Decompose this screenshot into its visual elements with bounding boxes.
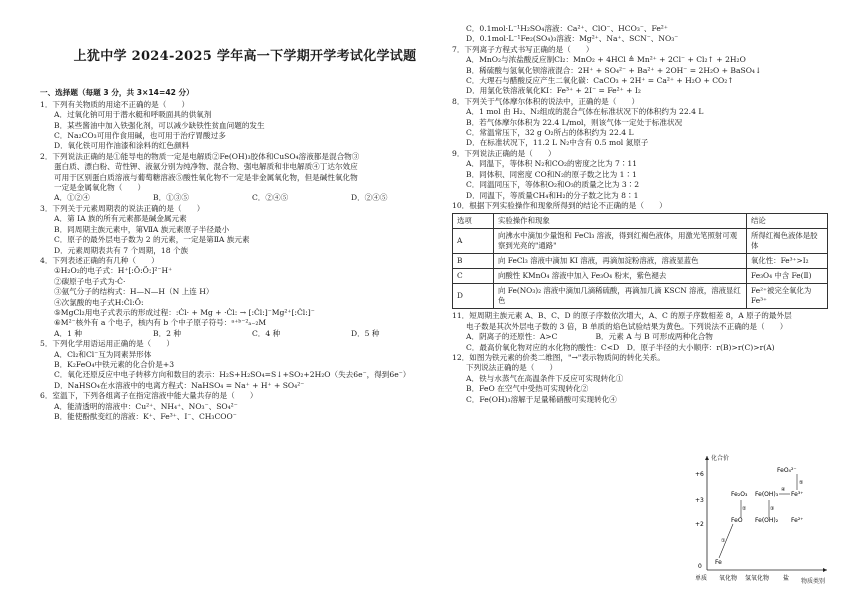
left-questions [40, 100, 450, 423]
option-choice: B．①③⑤ [153, 193, 189, 203]
question-line: B．同周期主族元素中，第ⅦA 族元素原子半径最小 [54, 224, 230, 234]
table-header-conclusion: 结论 [747, 214, 828, 229]
arrow-label-3: ③ [770, 506, 775, 512]
question-line: C．常温常压下，32 g O₂所占的体积约为 22.4 L [466, 128, 634, 138]
question-line: 一定是金属氧化物（ ） [54, 183, 146, 193]
question-line: 可用于区别蛋白质溶液与葡萄糖溶液⑤酸性氧化物不一定是非金属氧化物，但是碱性氧化物 [54, 172, 358, 182]
chart-ylabel: 化合价 [711, 455, 730, 462]
chart-xlabel: 物质类别 [801, 578, 826, 585]
table-cell-option: D [453, 284, 494, 309]
question-line: C．原子的最外层电子数为 2 的元素，一定是第ⅡA 族元素 [54, 235, 250, 245]
question-line: B．某些酱油中加入铁强化剂，可以减少缺铁性贫血问题的发生 [54, 120, 265, 130]
node-feoh2: Fe(OH)₂ [755, 517, 779, 524]
question-stem: 6．室温下，下列各组离子在指定溶液中能大量共存的是（ ） [40, 391, 258, 401]
ytick-2: +2 [695, 521, 704, 528]
xtick-hydroxide: 氢氧化物 [745, 575, 770, 582]
question-line: A．阴离子的还原性：A>C B．元素 A 与 B 可形成两种化合物 [466, 332, 713, 342]
question-stem: 9．下列说法正确的是（ ） [452, 148, 556, 158]
question-line: B．K₂FeO₄中铁元素的化合价是+3 [54, 359, 175, 369]
question-line: D．元素周期表共有 7 个周期，18 个族 [54, 245, 189, 255]
question-line: D．0.1mol·L⁻¹Fe₂(SO₄)₃溶液：Mg²⁺、Na⁺、SCN⁻、NO₃⁻ [466, 34, 679, 44]
question-line: D．在标准状况下，11.2 L N₂中含有 0.5 mol 氮原子 [466, 138, 649, 148]
question-line: 蛋白质、漂白粉、苛性钾、液氨分别为纯净物、混合物、强电解质和非电解质④丁达尔效应 [54, 162, 358, 172]
question-line: ③氨气分子的结构式：H—N—H（N 上连 H） [54, 287, 214, 297]
node-fe3: Fe³⁺ [791, 491, 804, 498]
table-cell-operation: 向酸性 KMnO₄ 溶液中加入 Fe₃O₄ 粉末，紫色褪去 [494, 269, 747, 284]
table-cell-option: B [453, 254, 494, 269]
option-choice: D．5 种 [351, 328, 380, 338]
question-line: A．MnO₂与浓盐酸反应制Cl₂：MnO₂ + 4HCl ≜ Mn²⁺ + 2Cl⁻ + Cl₂↑ + 2H₂O [466, 55, 746, 65]
question-line: A．铁与水蒸气在高温条件下反应可实现转化① [466, 373, 624, 383]
question-line: A．1 mol 由 H₂、N₂组成的混合气体在标准状况下的体积约为 22.4 L [466, 107, 704, 117]
option-choice: C．②④⑤ [252, 193, 289, 203]
table-row [453, 254, 828, 269]
question-line: C．大理石与醋酸反应产生二氧化碳：CaCO₃ + 2H⁺ = Ca²⁺ + H₂O + CO₂↑ [466, 76, 734, 86]
question-stem: 2．下列说法正确的是①能导电的物质一定是电解质②Fe(OH)₃胶体和CuSO₄溶液都是混合物③ [40, 151, 360, 161]
table-cell-operation: 向 Fe(NO₃)₂ 溶液中滴加几滴稀硫酸，再滴加几滴 KSCN 溶液，溶液显红色 [494, 284, 747, 309]
arrow-label-2: ② [742, 506, 747, 512]
question-stem: 4．下列表述正确的有几种（ ） [40, 255, 159, 265]
question-line: C．0.1mol·L⁻¹H₂SO₄溶液：Ca²⁺、ClO⁻、HCO₃⁻、Fe²⁺ [466, 24, 668, 33]
question-stem: 5．下列化学用语运用正确的是（ ） [40, 339, 174, 349]
question-line: ④次氯酸的电子式H:Ċl:Ö: [54, 297, 144, 307]
table-cell-conclusion: Fe₃O₄ 中含 Fe(Ⅱ) [747, 269, 828, 284]
table-cell-conclusion: 所得红褐色液体是胶体 [747, 229, 828, 254]
page-title: 上犹中学 2024-2025 学年高一下学期开学考试化学试题 [73, 49, 417, 64]
question-line: B．若气体摩尔体积为 22.4 L/mol，则该气体一定处于标准状况 [466, 117, 683, 127]
question-line: A．Cl₂和Cl⁻互为同素异形体 [54, 349, 152, 359]
question-line: D．用氯化铁溶液氧化KI：Fe³⁺ + 2I⁻ = Fe²⁺ + I₂ [466, 86, 641, 96]
question-line: A．同温下，等体积 N₂和CO₂的密度之比为 7∶11 [466, 159, 638, 169]
question-stem: 1．下列有关物质的用途不正确的是（ ） [40, 99, 190, 109]
question-line: 电子数是其次外层电子数的 3 倍，B 单质的焰色试验结果为黄色。下列说法不正确的是（ ） [466, 321, 788, 331]
question-line: B．FeO 在空气中受热可实现转化② [466, 384, 589, 394]
option-choice: B．2 种 [153, 328, 182, 338]
question-line: ⑤MgCl₂用电子式表示的形成过程：:Ċl· + Mg + ·Ċl: → [:Ċl:]⁻Mg²⁺[:Ċl:]⁻ [54, 307, 315, 317]
question-stem: 12．如图为铁元素的价类二维图，"→"表示物质间的转化关系。 [452, 352, 665, 362]
node-feo4: FeO₄²⁻ [777, 467, 797, 474]
table-cell-conclusion: 氧化性：Fe³⁺>I₂ [747, 254, 828, 269]
table-cell-operation: 向 FeCl₃ 溶液中滴加 KI 溶液，再滴加淀粉溶液，溶液显蓝色 [494, 254, 747, 269]
right-column [452, 24, 832, 405]
question-line: A．过氧化钠可用于潜水艇和呼吸面具的供氧剂 [54, 110, 212, 120]
question-line: C．氧化还原反应中电子转移方向和数目的表示：H₂S+H₂SO₄=S↓+SO₂+2H₂O（失去6e⁻，得到6e⁻） [54, 370, 411, 380]
ytick-6: +6 [695, 471, 704, 478]
xtick-oxide: 氧化物 [719, 575, 738, 582]
question-line: B．同体积、同密度 CO和N₂的原子数之比为 1∶1 [466, 169, 637, 179]
node-feoh3: Fe(OH)₃ [755, 491, 779, 498]
option-choice: D．②④⑤ [351, 193, 388, 203]
table-row [453, 284, 828, 309]
table-cell-option: A [453, 229, 494, 254]
question-line: C．最高价氧化物对应的水化物的酸性：C<D D．原子半径的大小顺序：r(B)>r(C)>r(A) [466, 342, 775, 352]
xtick-salt: 盐 [783, 575, 790, 582]
option-choice: A．1 种 [54, 328, 82, 338]
question-line: ⑥M²⁻核外有 a 个电子，核内有 b 个中子原子符号：ᵃ⁺ᵇ⁻²ₐ₋₂M [54, 318, 267, 328]
question-line: B．能使酚酞变红的溶液：K⁺、Fe³⁺、I⁻、CH₃COO⁻ [54, 412, 237, 421]
option-row [40, 193, 450, 203]
node-fe2o3: Fe₂O₃ [731, 491, 748, 498]
right-questions-2 [452, 311, 832, 405]
question-line: C．Na₂CO₃可用作食用碱，也可用于治疗胃酸过多 [54, 131, 226, 141]
section-heading: 一、选择题（每题 3 分，共 3×14=42 分） [40, 88, 194, 98]
node-fe: Fe [715, 559, 722, 566]
table-header-operation: 实验操作和现象 [494, 214, 747, 229]
question-line: A．第 IA 族的所有元素都是碱金属元素 [54, 214, 187, 224]
table-row [453, 229, 828, 254]
question-stem: 10．根据下列实验操作和现象所得到的结论不正确的是（ ） [452, 200, 667, 210]
left-column [40, 0, 450, 422]
table-cell-conclusion: Fe²⁺被完全氧化为Fe³⁺ [747, 284, 828, 309]
option-choice: A．①②④ [54, 193, 90, 203]
iron-valence-chart [693, 452, 833, 587]
question-line: D．NaHSO₄在水溶液中的电离方程式：NaHSO₄ = Na⁺ + H⁺ + SO₄²⁻ [54, 380, 305, 390]
arrow-label-5: ⑤ [799, 480, 804, 486]
table-row [453, 269, 828, 284]
option-row [40, 329, 450, 339]
right-questions [452, 24, 832, 211]
question-line: 下列说法正确的是（ ） [466, 363, 558, 373]
xtick-elemental: 单质 [695, 575, 708, 582]
question-stem: 3．下列关于元素周期表的说法正确的是（ ） [40, 203, 205, 213]
question-stem: 7．下列离子方程式书写正确的是（ ） [452, 44, 594, 54]
question-line: ②碳原子电子式为·Ċ· [54, 276, 126, 286]
experiment-table [452, 213, 828, 309]
question-line: B．稀硫酸与氢氧化钡溶液混合：2H⁺ + SO₄²⁻ + Ba²⁺ + 2OH⁻ = 2H₂O + BaSO₄↓ [466, 65, 762, 75]
iron-valence-svg [693, 452, 833, 587]
arrow-label-4: ④ [781, 487, 786, 493]
question-line: ①H₂O₂的电子式：H⁺[:Ö:Ö:]²⁻H⁺ [54, 266, 173, 276]
question-stem: 11．短周期主族元素 A、B、C、D 的原子序数依次增大，A、C 的原子序数相差 8，A 原子的最外层 [452, 311, 792, 321]
question-stem: 8．下列关于气体摩尔体积的说法中，正确的是（ ） [452, 96, 640, 106]
node-fe2: Fe²⁺ [791, 517, 804, 524]
question-line: D．同温下，等质量CH₄和H₂的分子数之比为 8∶1 [466, 190, 639, 200]
ytick-0: 0 [698, 563, 702, 570]
question-line: C．同温同压下，等体积O₂和O₃的质量之比为 3∶2 [466, 180, 640, 190]
question-line: D．氧化铁可用作油漆和涂料的红色颜料 [54, 141, 190, 151]
question-line: C．Fe(OH)₃溶解于足量稀硝酸可实现转化④ [466, 394, 617, 404]
ytick-3: +3 [695, 497, 704, 504]
table-cell-option: C [453, 269, 494, 284]
option-choice: C．4 种 [252, 328, 281, 338]
node-feo: FeO [731, 517, 743, 524]
arrow-label-1: ① [721, 538, 726, 544]
table-header-row [453, 214, 828, 229]
table-cell-operation: 向沸水中滴加少量饱和 FeCl₃ 溶液，得到红褐色液体，用激光笔照射可观察到光亮的"通路" [494, 229, 747, 254]
table-header-option: 选项 [453, 214, 494, 229]
question-line: A．能清透明的溶液中：Cu²⁺、NH₄⁺、NO₃⁻、SO₄²⁻ [54, 401, 238, 411]
